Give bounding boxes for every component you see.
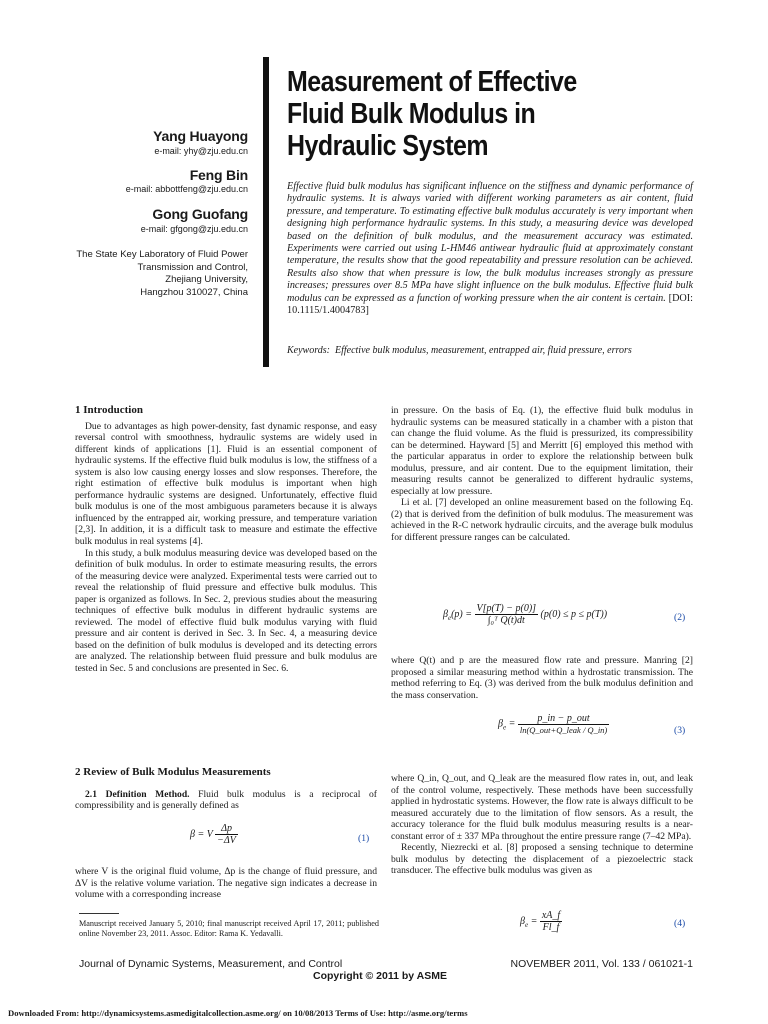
left-column [75,405,377,675]
journal-name: Journal of Dynamic Systems, Measurement, and Control [79,958,343,970]
eq3-equals: = [508,718,516,730]
eq4-numerator: xA_f [541,910,561,921]
footnote-rule [79,913,119,914]
right-column-after-eq2 [391,655,693,701]
left-column-after-eq1 [75,866,377,901]
right-paragraph-2: Li et al. [7] developed an online measurement based on the following Eq. (2) that is derived from the definition of bulk modulus. The measurement was achieved in the R-C network hydraulic circuits, and the average bulk modulus for different pressure ranges can be calculated. [391,497,693,544]
equation-4-number: (4) [674,918,686,929]
affiliation-line: The State Key Laboratory of Fluid Power [76,249,248,260]
eq2-lhs: β [443,608,448,620]
subsection-2-1-text: Fluid bulk modulus is a reciprocal of compressibility and is generally defined as [75,788,377,812]
equation-2-number: (2) [674,612,686,623]
section-2-heading: 2 Review of Bulk Modulus Measurements [75,766,271,778]
eq2-numerator: V[p(T) − p(0)] [476,603,537,614]
eq4-denominator: Fl_f [542,922,560,933]
eq4-subscript: e [524,920,529,929]
right-paragraph-5: Recently, Niezrecki et al. [8] proposed a sensing technique to determine bulk modulus by detecting the displacement of a piezoelectric stack transducer. The effective bulk modulus was given as [391,842,693,877]
eq2-denominator: ∫₀ᵀ Q(t)dt [487,615,525,626]
right-paragraph-4: where Q_in, Q_out, and Q_leak are the measured flow rates in, out, and leak of the control volume, respectively. These methods have been successfully applied in hydrostatic systems. However, the flow rate is always difficult to be measured accurately due to the limitation of flow sensors. As a result, the accuracy tolerance for the fluid bulk modulus measuring results is a near-constant error of ± 337 MPa throughout the entire pressure range (7–42 MPa). [391,773,693,842]
subsection-2-1-label: 2.1 Definition Method. [85,788,190,800]
equation-1 [190,823,238,846]
keywords-text: Effective bulk modulus, measurement, entrapped air, fluid pressure, errors [334,345,632,356]
eq1-explanation: where V is the original fluid volume, Δp is the change of fluid pressure, and ΔV is the relative volume variation. The negative sign indicates a decrease in volume with a corresponding increase [75,866,377,901]
title-line-1: Measurement of Effective [287,66,577,98]
issue-info: NOVEMBER 2011, Vol. 133 / 061021-1 [510,958,693,970]
right-paragraph-1: in pressure. On the basis of Eq. (1), the effective fluid bulk modulus in hydraulic systems can be measured statically in a chamber with a piston that can change the fluid volume. As the fluid is pressurized, its compressibility can be determined. Hayward [5] and Merritt [6] employed this method with the particular apparatus in order to explore the relationship between bulk modulus, pressure, and air content. Due to the equipment limitation, their measuring results cannot be generalized to different hydraulic systems, especially at low pressure. [391,405,693,497]
eq4-equals: = [530,915,538,927]
right-column-after-eq3 [391,773,693,877]
eq3-lhs: β [498,718,503,730]
paper-title [287,66,665,162]
author-name-2: Feng Bin [189,167,248,183]
copyright: Copyright © 2011 by ASME [313,970,447,982]
equation-3-number: (3) [674,725,686,736]
title-line-3: Hydraulic System [287,130,489,162]
equation-3 [498,713,609,735]
equation-1-number: (1) [358,833,370,844]
title-rule [263,57,269,367]
section-1-heading: 1 Introduction [75,404,143,416]
right-column [391,405,693,544]
author-name-1: Yang Huayong [153,128,248,144]
author-email-1: e-mail: yhy@zju.edu.cn [154,146,248,156]
eq3-denominator: ln(Q_out+Q_leak / Q_in) [519,725,608,735]
abstract-text: Effective fluid bulk modulus has significant influence on the stiffness and dynamic performance of hydraulic systems. It is always varied with different working parameters as air content, fluid pressure, and temperature. To estimating effective bulk modulus accurately is very important when designing high performance hydraulic systems. In this study, a measuring device was developed based on the definition of bulk modulus, and the measurement accuracy was estimated. Experiments were carried out using L-HM46 antiwear hydraulic fluid at approximately constant temperature, the results show that the good repeatability and pressure resolution can be achieved. Results also show that when pressure is low, the bulk modulus increases strongly as pressure increases; pressures over 8.5 MPa have slight influence on the bulk modulus. Effective fluid bulk modulus can be expressed as a function of working pressure when the air content is certain. [287,181,693,304]
intro-paragraph-1: Due to advantages as high power-density, fast dynamic response, and easy reversal control with smoothness, hydraulic systems are widely used in different kinds of applications [1]. Fluid is an essential component of hydraulic systems. If the effective fluid bulk modulus is low, the stiffness of a system is also low causing energy losses and slow responses. Therefore, the right estimation of effective bulk modulus is important when high performance hydraulic systems are designed. Unfortunately, effective fluid bulk modulus is one of the most ambiguous parameters because it is always influenced by the entrapped air, working pressure, and temperature variation [2,3]. In addition, it is a difficult task to measure and estimate the effective bulk modulus in real systems [4]. [75,420,377,548]
affiliation-line: Hangzhou 310027, China [140,286,248,298]
equation-2 [443,603,607,626]
eq4-lhs: β [520,915,525,927]
download-notice[interactable]: Downloaded From: http://dynamicsystems.asmedigitalcollection.asme.org/ on 10/08/2013 Terms of Use: http://asme.org/terms [8,1008,468,1018]
author-name-3: Gong Guofang [152,206,248,222]
eq2-arg: (p) = [451,608,473,620]
eq3-subscript: e [502,723,507,732]
eq1-lhs: β = V [190,828,213,840]
eq2-condition: (p(0) ≤ p ≤ p(T)) [540,608,608,620]
abstract [287,181,693,317]
affiliation-line: Zhejiang University, [165,274,248,285]
left-column-section-2 [75,767,377,812]
title-line-2: Fluid Bulk Modulus in [287,98,536,130]
keywords [287,345,693,356]
doi[interactable]: [DOI: 10.1115/1.4004783] [287,292,694,317]
intro-paragraph-2: In this study, a bulk modulus measuring device was developed based on the definition of bulk modulus. In order to estimate measuring results, the errors of the measuring device were analyzed. Experimental tests were carried out to reveal the relationship of fluid pressure and effective bulk modulus. This paper is organized as follows. In Sec. 2, previous studies about the measuring techniques of effective bulk modulus in different hydraulic systems are reviewed. The model of effective fluid bulk modulus varying with fluid pressure and air content is derived in Sec. 3. In Sec. 4, a measuring device based on the definition of bulk modulus is developed and its detecting errors are analyzed. The relationship between fluid pressure and bulk modulus are tested in Sec. 5 and conclusions are presented in Sec. 6. [75,547,377,675]
author-email-3: e-mail: gfgong@zju.edu.cn [140,224,248,234]
right-paragraph-3: where Q(t) and p are the measured flow rate and pressure. Manring [2] proposed a similar measuring method within a hydrostatic transmission. The method referring to Eq. (3) was derived from the bulk modulus definition and the mass conservation. [391,655,693,701]
affiliation-line: Transmission and Control, [137,261,248,273]
affiliation [60,249,248,299]
eq1-denominator: −ΔV [217,835,236,846]
eq2-subscript: e [447,613,452,622]
eq3-numerator: p_in − p_out [518,713,609,725]
author-email-2: e-mail: abbottfeng@zju.edu.cn [125,184,248,194]
keywords-label: Keywords: [287,345,330,356]
eq1-numerator: Δp [215,823,238,835]
equation-4 [520,910,562,933]
footnote: Manuscript received January 5, 2010; final manuscript received April 17, 2011; published online November 23, 2011. Assoc. Editor: Rama K. Yedavalli. [79,919,379,938]
